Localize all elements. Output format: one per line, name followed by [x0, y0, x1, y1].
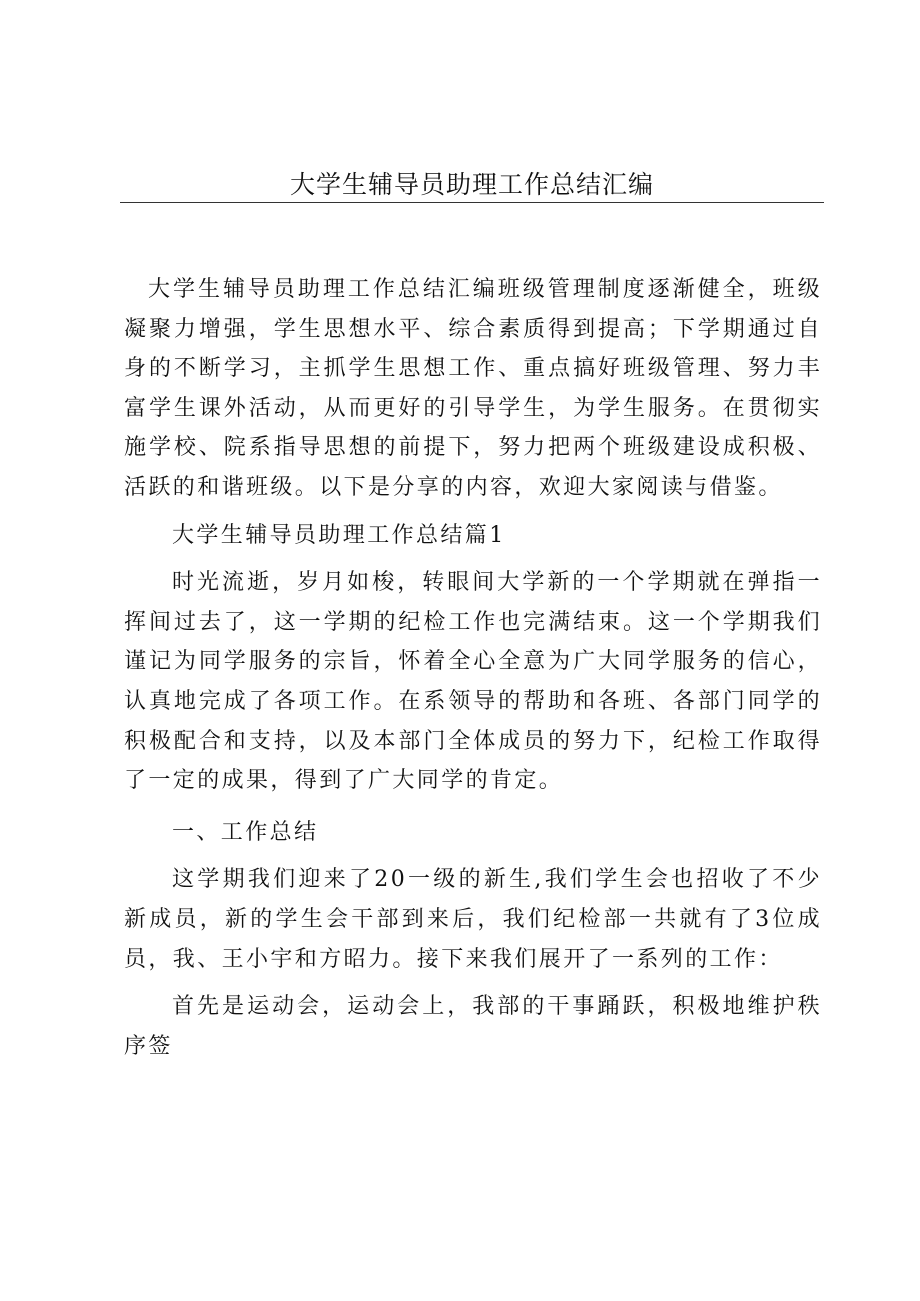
- paragraph-3: 首先是运动会，运动会上，我部的干事踊跃，积极地维护秩序签: [124, 994, 822, 1059]
- subheading-work-summary: 一、工作总结: [172, 819, 319, 845]
- section-heading: 大学生辅导员助理工作总结篇1: [172, 522, 506, 548]
- document-body: [124, 270, 822, 1066]
- paragraph-1: 时光流逝，岁月如梭，转眼间大学新的一个学期就在弹指一挥间过去了，这一学期的纪检工作也完满结束。这一个学期我们谨记为同学服务的宗旨，怀着全心全意为广大同学服务的信心，认真地完成了各项工作。在系领导的帮助和各班、各部门同学的积极配合和支持，以及本部门全体成员的努力下，纪检工作取得了一定的成果，得到了广大同学的肯定。: [124, 570, 822, 794]
- document-title: 大学生辅导员助理工作总结汇编: [289, 170, 654, 199]
- title-underline: [120, 202, 824, 203]
- paragraph-2: 这学期我们迎来了20一级的新生,我们学生会也招收了不少新成员，新的学生会干部到来后，我们纪检部一共就有了3位成员，我、王小宇和方昭力。接下来我们展开了一系列的工作：: [124, 867, 822, 972]
- intro-paragraph: 大学生辅导员助理工作总结汇编班级管理制度逐渐健全，班级凝聚力增强，学生思想水平、综合素质得到提高；下学期通过自身的不断学习，主抓学生思想工作、重点搞好班级管理、努力丰富学生课外活动，从而更好的引导学生，为学生服务。在贯彻实施学校、院系指导思想的前提下，努力把两个班级建设成积极、活跃的和谐班级。以下是分享的内容，欢迎大家阅读与借鉴。: [124, 277, 822, 500]
